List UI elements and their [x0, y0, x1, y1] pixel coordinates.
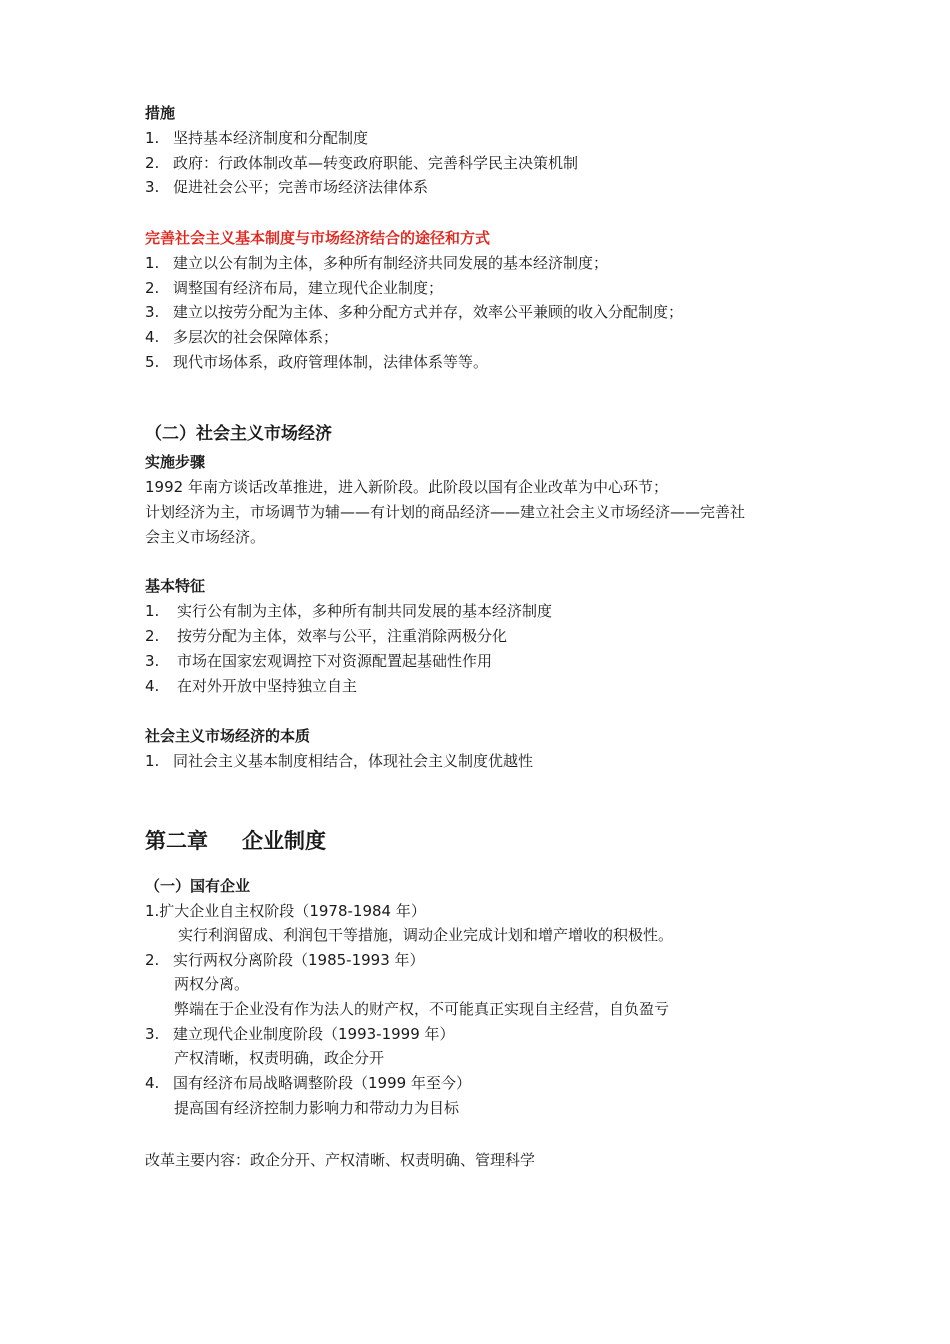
item-number: 3.	[145, 303, 160, 321]
list-item	[145, 153, 578, 173]
item-number: 1.	[145, 602, 160, 620]
item-text: 促进社会公平；完善市场经济法律体系	[173, 178, 429, 196]
stage-2-desc: 两权分离。	[174, 975, 250, 993]
item-number: 2.	[145, 627, 160, 645]
list-item	[145, 651, 492, 671]
item-number: 4.	[145, 677, 160, 695]
item-number: 4.	[145, 1074, 160, 1092]
item-number: 1.	[145, 752, 160, 770]
list-item	[145, 626, 507, 646]
item-number: 4.	[145, 328, 160, 346]
section-title: （二）社会主义市场经济	[145, 424, 332, 444]
subsection-title: （一）国有企业	[145, 877, 251, 895]
paragraph-line: 计划经济为主，市场调节为辅——有计划的商品经济——建立社会主义市场经济——完善社	[145, 503, 746, 521]
list-item	[145, 1073, 471, 1093]
stage-3-desc: 产权清晰，权责明确，政企分开	[174, 1049, 385, 1067]
features-heading: 基本特征	[145, 577, 206, 595]
ways-heading: 完善社会主义基本制度与市场经济结合的途径和方式	[145, 229, 491, 247]
stage-4-desc: 提高国有经济控制力影响力和带动力为目标	[174, 1099, 460, 1117]
list-item	[145, 177, 428, 197]
item-text: 建立以按劳分配为主体、多种分配方式并存，效率公平兼顾的收入分配制度；	[173, 303, 684, 321]
stage-3: 建立现代企业制度阶段（1993-1999 年）	[173, 1025, 455, 1043]
chapter-title	[145, 828, 326, 854]
item-number: 5.	[145, 353, 160, 371]
list-item	[145, 352, 488, 372]
list-item	[145, 253, 608, 273]
item-number: 1.	[145, 129, 160, 147]
item-number: 2.	[145, 951, 160, 969]
essence-heading: 社会主义市场经济的本质	[145, 727, 311, 745]
list-item	[145, 676, 357, 696]
stage-2: 实行两权分离阶段（1985-1993 年）	[173, 951, 425, 969]
item-text: 同社会主义基本制度相结合，体现社会主义制度优越性	[173, 752, 534, 770]
chapter-name: 企业制度	[242, 829, 326, 853]
item-number: 3.	[145, 1025, 160, 1043]
list-item	[145, 302, 683, 322]
item-number: 3.	[145, 178, 160, 196]
list-item	[145, 751, 533, 771]
steps-heading: 实施步骤	[145, 453, 206, 471]
chapter-number: 第二章	[145, 829, 208, 853]
item-text: 现代市场体系，政府管理体制，法律体系等等。	[173, 353, 489, 371]
item-text: 在对外开放中坚持独立自主	[177, 677, 358, 695]
item-text: 按劳分配为主体，效率与公平，注重消除两极分化	[177, 627, 508, 645]
reform-content: 改革主要内容：政企分开、产权清晰、权责明确、管理科学	[145, 1151, 536, 1169]
item-number: 1.	[145, 254, 160, 272]
item-text: 建立以公有制为主体，多种所有制经济共同发展的基本经济制度；	[173, 254, 609, 272]
item-number: 2.	[145, 279, 160, 297]
item-number: 3.	[145, 652, 160, 670]
item-text: 政府：行政体制改革—转变政府职能、完善科学民主决策机制	[173, 154, 579, 172]
stage-2-desc: 弊端在于企业没有作为法人的财产权，不可能真正实现自主经营，自负盈亏	[174, 1000, 670, 1018]
paragraph-line: 会主义市场经济。	[145, 528, 266, 546]
item-text: 实行公有制为主体，多种所有制共同发展的基本经济制度	[177, 602, 553, 620]
stage-1: 1.扩大企业自主权阶段（1978-1984 年）	[145, 902, 426, 920]
list-item	[145, 128, 368, 148]
item-text: 坚持基本经济制度和分配制度	[173, 129, 369, 147]
list-item	[145, 950, 425, 970]
list-item	[145, 278, 443, 298]
list-item	[145, 327, 338, 347]
item-text: 市场在国家宏观调控下对资源配置起基础性作用	[177, 652, 493, 670]
item-text: 多层次的社会保障体系；	[173, 328, 339, 346]
item-number: 2.	[145, 154, 160, 172]
item-text: 调整国有经济布局，建立现代企业制度；	[173, 279, 444, 297]
list-item	[145, 1024, 455, 1044]
stage-1-desc: 实行利润留成、利润包干等措施，调动企业完成计划和增产增收的积极性。	[178, 926, 674, 944]
measures-heading: 措施	[145, 104, 176, 122]
stage-4: 国有经济布局战略调整阶段（1999 年至今）	[173, 1074, 471, 1092]
list-item	[145, 601, 552, 621]
paragraph-line: 1992 年南方谈话改革推进，进入新阶段。此阶段以国有企业改革为中心环节；	[145, 478, 668, 496]
